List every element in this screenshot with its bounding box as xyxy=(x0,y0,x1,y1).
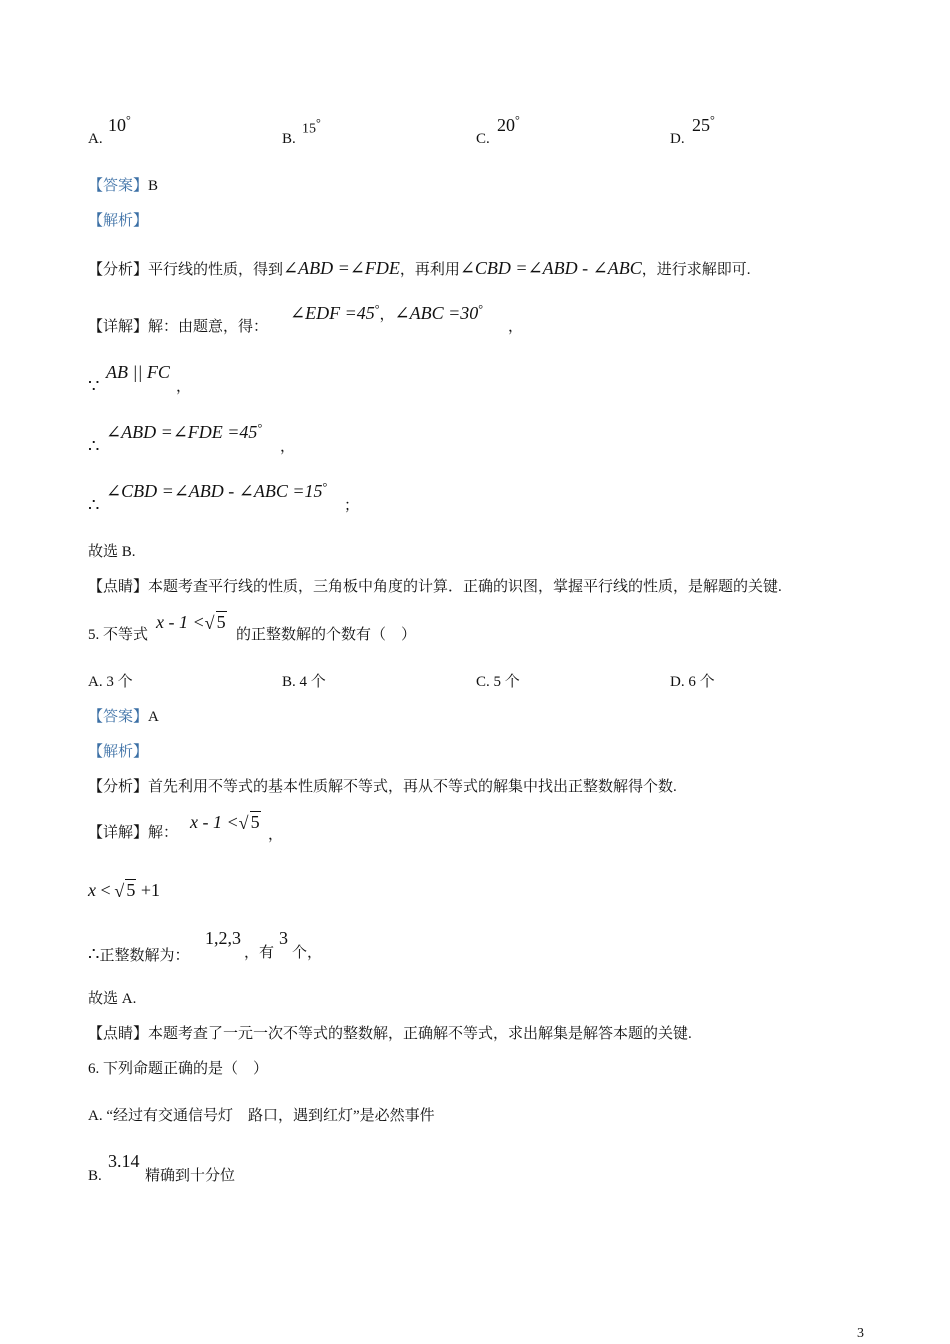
q4-detail-math: ∠EDF =45°，∠ABC =30° xyxy=(290,302,484,323)
q4-step2-end: ， xyxy=(280,439,296,455)
q4-option-a-label: A. xyxy=(88,131,103,147)
q5-analysis-tag: 【解析】 xyxy=(88,744,149,760)
q4-fenxi: 【分析】平行线的性质，得到∠ABD =∠FDE，再利用∠CBD =∠ABD - ∠ABC，进行求解即可. xyxy=(88,258,751,278)
q5-answer: 【答案】A xyxy=(88,709,159,725)
q5-choose: 故选 A. xyxy=(88,991,137,1007)
q4-option-b-label: B. xyxy=(282,131,296,147)
therefore-symbol: ∴ xyxy=(88,495,100,515)
q4-detail-label: 【详解】解：由题意，得： xyxy=(88,319,269,335)
q5-option-c: C. 5 个 xyxy=(476,674,520,690)
q5-step2-label: ∴正整数解为： xyxy=(88,944,190,964)
because-symbol: ∵ xyxy=(88,376,100,396)
q4-step2-math: ∠ABD =∠FDE =45° xyxy=(106,421,263,442)
q5-detail-math: x - 1 < √ 5 xyxy=(190,812,260,833)
therefore-symbol: ∴ xyxy=(88,436,100,456)
q4-dianjing: 【点睛】本题考查平行线的性质，三角板中角度的计算．正确的识图，掌握平行线的性质，是解题的关键. xyxy=(88,579,782,595)
q5-fenxi: 【分析】首先利用不等式的基本性质解不等式，再从不等式的解集中找出正整数解得个数. xyxy=(88,779,677,795)
q6-option-b-math: 3.14 xyxy=(108,1151,140,1171)
q4-option-c-value: 20° xyxy=(497,113,520,135)
q6-option-a: A. “经过有交通信号灯 路口，遇到红灯”是必然事件 xyxy=(88,1108,435,1124)
page-number: 3 xyxy=(857,1326,864,1341)
q4-option-c-label: C. xyxy=(476,131,490,147)
q4-choose: 故选 B. xyxy=(88,544,136,560)
q5-dianjing: 【点睛】本题考查了一元一次不等式的整数解，正确解不等式，求出解集是解答本题的关键. xyxy=(88,1026,692,1042)
q5-option-b: B. 4 个 xyxy=(282,674,326,690)
q5-stem-math: x - 1 < √ 5 xyxy=(156,612,226,633)
q5-stem-text: 的正整数解的个数有（ ） xyxy=(236,627,417,643)
q4-detail-end: ， xyxy=(508,319,524,335)
q4-option-a-value: 10° xyxy=(108,113,131,135)
q5-detail-end: ， xyxy=(268,827,284,843)
q5-option-a: A. 3 个 xyxy=(88,674,133,690)
q4-step1-math: AB || FC xyxy=(106,362,170,382)
q6-stem: 6. 下列命题正确的是（ ） xyxy=(88,1061,269,1077)
q4-option-d-label: D. xyxy=(670,131,685,147)
q4-analysis-tag: 【解析】 xyxy=(88,213,149,229)
q5-step1-math: x < √ 5 +1 xyxy=(88,880,161,901)
q4-step3-math: ∠CBD =∠ABD - ∠ABC =15° xyxy=(106,480,328,501)
q5-detail-label: 【详解】解： xyxy=(88,825,179,841)
q5-step2-count: 3 xyxy=(279,928,288,948)
q4-step1-end: ， xyxy=(176,379,192,395)
q5-step2-text: ，有 xyxy=(244,945,275,961)
q5-option-d: D. 6 个 xyxy=(670,674,715,690)
q4-option-d-value: 25° xyxy=(692,113,715,135)
q5-step2-math: 1,2,3 xyxy=(205,928,241,948)
q5-stem-num: 5. 不等式 xyxy=(88,627,149,643)
q6-option-b-text: 精确到十分位 xyxy=(145,1168,236,1184)
q4-answer: 【答案】B xyxy=(88,178,159,194)
q4-option-b-value: 15° xyxy=(302,116,321,137)
q6-option-b-label: B. xyxy=(88,1168,102,1184)
q4-step3-end: ； xyxy=(344,498,360,514)
q5-step2-end: 个， xyxy=(292,945,323,961)
